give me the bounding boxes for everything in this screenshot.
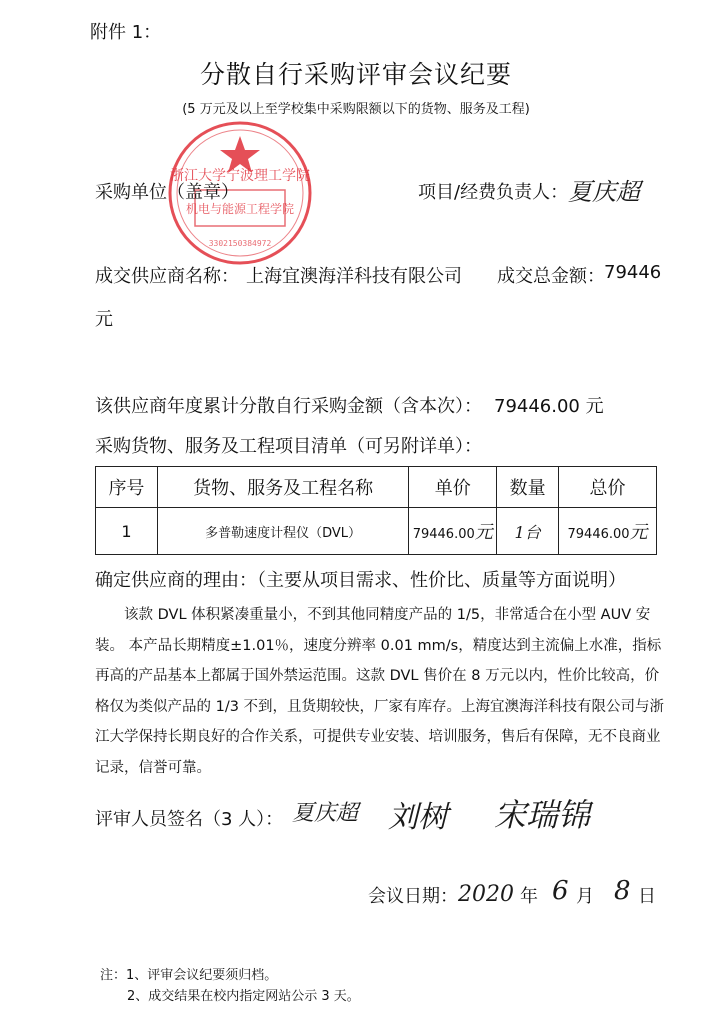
column-header-no: 序号: [96, 467, 158, 508]
reviewer-signature-3: 宋瑞锦: [494, 796, 591, 834]
row-unit-price-suffix: 元: [474, 522, 493, 543]
meeting-date-year: 2020: [458, 882, 514, 907]
row-unit-price: 79446.00: [412, 527, 475, 542]
supplier-name: 上海宜澳海洋科技有限公司: [246, 266, 462, 287]
purchasing-unit-label: 采购单位（盖章）: [95, 182, 239, 203]
row-item-name: 多普勒速度计程仪（DVL）: [157, 508, 408, 555]
project-leader-signature: 夏庆超: [568, 178, 640, 206]
column-header-name: 货物、服务及工程名称: [157, 467, 408, 508]
table-row: [96, 508, 657, 555]
meeting-date-year-unit: 年: [520, 886, 538, 907]
svg-text:3302150384972: 3302150384972: [208, 239, 272, 248]
reason-title: 确定供应商的理由：（主要从项目需求、性价比、质量等方面说明）: [95, 570, 626, 591]
project-leader-label: 项目/经费负责人：: [418, 182, 569, 203]
svg-text:浙江大学宁波理工学院: 浙江大学宁波理工学院: [170, 168, 310, 184]
meeting-date-day: 8: [614, 876, 631, 906]
row-no: 1: [96, 508, 158, 555]
meeting-date-month-unit: 月: [576, 886, 594, 907]
table-header-row: [96, 467, 657, 508]
meeting-date-month: 6: [552, 876, 569, 906]
reviewer-signature-2: 刘树: [388, 800, 448, 835]
row-quantity-suffix: 台: [524, 522, 541, 542]
column-header-quantity: 数量: [497, 467, 559, 508]
reviewers-label: 评审人员签名（3 人）：: [95, 809, 284, 830]
note-line-2: 2、成交结果在校内指定网站公示 3 天。: [127, 989, 360, 1004]
row-total-suffix: 元: [629, 522, 648, 543]
row-total-cell: [559, 508, 657, 555]
reason-body: 该款 DVL 体积紧凑重量小，不到其他同精度产品的 1/5，非常适合在小型 AUV 安装。 本产品长期精度±1.01％，速度分辨率 0.01 mm/s，精度达到主流偏上水准，指标再高的产品基本上都属于国外禁运范围。这款 DVL 售价在 8 万元以内，性价比较高，价格仅为类似产品的 1/3 不到，且货期较快，厂家有库存。上海宜澳海洋科技有限公司与浙江大学保持长期良好的合作关系，可提供专业安装、培训服务，售后有保障，无不良商业记录，信誉可靠。: [95, 607, 665, 776]
items-table: [95, 466, 657, 555]
reviewer-signature-1: 夏庆超: [292, 801, 359, 826]
svg-text:机电与能源工程学院: 机电与能源工程学院: [185, 202, 295, 216]
row-quantity-cell: [497, 508, 559, 555]
annex-label: 附件 1：: [90, 22, 162, 43]
row-total: 79446.00: [567, 527, 630, 542]
meeting-date-label: 会议日期：: [368, 886, 458, 907]
annual-total-label: 该供应商年度累计分散自行采购金额（含本次）：: [95, 396, 482, 417]
row-quantity: 1: [514, 522, 525, 542]
note-line-1: 注：1、评审会议纪要须归档。: [100, 968, 278, 983]
page-subtitle: (5 万元及以上至学校集中采购限额以下的货物、服务及工程): [182, 102, 530, 117]
supplier-label: 成交供应商名称：: [95, 266, 239, 287]
total-amount-value: 79446: [604, 262, 662, 283]
total-amount-label: 成交总金额：: [497, 266, 605, 287]
column-header-unit-price: 单价: [409, 467, 497, 508]
annual-total-value: 79446.00 元: [494, 396, 604, 417]
page-title: 分散自行采购评审会议纪要: [199, 60, 512, 89]
total-amount-unit: 元: [95, 309, 113, 330]
row-unit-price-cell: [409, 508, 497, 555]
meeting-date-day-unit: 日: [638, 886, 656, 907]
column-header-total: 总价: [559, 467, 657, 508]
item-list-title: 采购货物、服务及工程项目清单（可另附详单）：: [95, 436, 482, 457]
